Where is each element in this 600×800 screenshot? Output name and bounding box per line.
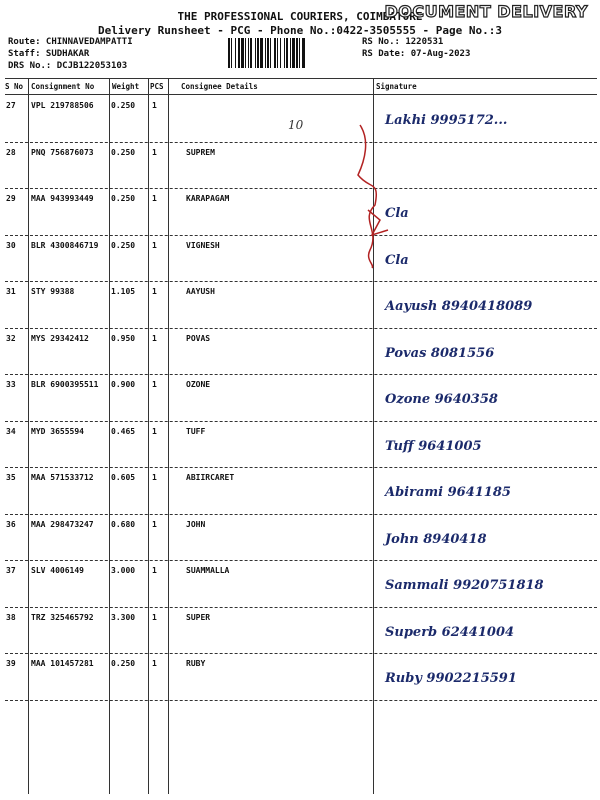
row-pcs: 1 <box>152 194 157 203</box>
row-divider <box>5 467 597 468</box>
red-ink-scribble <box>350 120 400 270</box>
row-consignee: POVAS <box>186 333 211 343</box>
drs-number: DRS No.: DCJB122053103 <box>8 61 128 71</box>
row-signature: Cla <box>385 206 409 221</box>
table-row <box>0 283 600 330</box>
row-signature: Sammali 9920751818 <box>385 578 544 593</box>
col-header-consignment: Consignment No <box>31 82 95 91</box>
row-pcs: 1 <box>152 101 157 110</box>
row-weight: 0.250 <box>111 240 136 250</box>
row-weight: 0.250 <box>111 101 136 110</box>
row-sno: 36 <box>6 519 16 529</box>
row-divider <box>5 514 597 515</box>
row-weight: 1.105 <box>111 287 136 296</box>
row-consignee: ABIIRCARET <box>186 473 235 482</box>
row-consignment-no: MAA 298473247 <box>31 519 94 529</box>
row-consignee: TUFF <box>186 426 206 436</box>
row-signature: Tuff 9641005 <box>385 438 482 454</box>
row-consignment-no: MAA 943993449 <box>31 194 94 203</box>
row-sno: 28 <box>6 147 16 157</box>
row-consignee: SUPREM <box>186 147 215 157</box>
row-sno: 31 <box>6 287 16 296</box>
row-divider <box>5 560 597 561</box>
row-consignment-no: STY 99388 <box>31 287 75 296</box>
staff-label: Staff: SUDHAKAR <box>8 49 90 59</box>
table-row <box>0 190 600 237</box>
row-pcs: 1 <box>152 287 157 296</box>
row-divider <box>5 607 597 608</box>
row-consignment-no: PNQ 756876073 <box>31 147 94 157</box>
row-divider <box>5 188 597 189</box>
row-pcs: 1 <box>152 566 157 575</box>
row-consignment-no: MAA 101457281 <box>31 659 94 668</box>
row-pcs: 1 <box>152 333 157 343</box>
table-row <box>0 609 600 656</box>
row-consignment-no: BLR 4300846719 <box>31 240 99 250</box>
page-subtitle: Delivery Runsheet - PCG - Phone No.:0422-3505555 - Page No.:3 <box>98 24 502 37</box>
row-consignment-no: MYD 3655594 <box>31 426 84 436</box>
row-weight: 3.300 <box>111 612 136 622</box>
row-signature: Ozone 9640358 <box>385 392 498 407</box>
col-header-sno: S No <box>5 82 24 91</box>
row-weight: 0.250 <box>111 147 136 157</box>
row-consignee: RUBY <box>186 659 206 668</box>
row-consignment-no: VPL 219788506 <box>31 101 94 110</box>
row-pcs: 1 <box>152 240 157 250</box>
row-signature: John 8940418 <box>385 531 487 547</box>
row-pcs: 1 <box>152 147 157 157</box>
row-consignment-no: TRZ 325465792 <box>31 612 94 622</box>
header-top-rule <box>5 78 597 79</box>
row-sno: 32 <box>6 333 16 343</box>
row-signature: Povas 8081556 <box>385 345 495 361</box>
row-signature: Aayush 8940418089 <box>385 299 533 314</box>
row-consignment-no: SLV 4006149 <box>31 566 84 575</box>
row-sno: 39 <box>6 659 16 668</box>
table-row <box>0 423 600 470</box>
row-divider <box>5 142 597 143</box>
row-sno: 34 <box>6 426 16 436</box>
row-divider <box>5 374 597 375</box>
row-pcs: 1 <box>152 473 157 482</box>
row-consignee: SUAMMALLA <box>186 566 230 575</box>
row-sno: 38 <box>6 612 16 622</box>
row-sno: 33 <box>6 380 16 389</box>
table-row <box>0 516 600 563</box>
row-signature: Cla <box>385 252 409 268</box>
row-pcs: 1 <box>152 659 157 668</box>
row-consignment-no: BLR 6900395511 <box>31 380 99 389</box>
handwritten-annotation: 10 <box>288 118 304 132</box>
row-pcs: 1 <box>152 519 157 529</box>
row-signature: Superb 62441004 <box>385 624 515 640</box>
row-weight: 0.465 <box>111 426 136 436</box>
row-weight: 0.900 <box>111 380 136 389</box>
row-divider <box>5 281 597 282</box>
table-row <box>0 237 600 284</box>
table-row <box>0 655 600 702</box>
rs-number: RS No.: 1220531 <box>362 37 444 47</box>
row-consignee: OZONE <box>186 380 211 389</box>
row-consignment-no: MAA 571533712 <box>31 473 94 482</box>
row-weight: 0.605 <box>111 473 136 482</box>
page-title: THE PROFESSIONAL COURIERS, COIMBATORE <box>177 10 423 23</box>
route-label: Route: CHINNAVEDAMPATTI <box>8 37 133 47</box>
row-weight: 0.680 <box>111 519 136 529</box>
row-consignee: AAYUSH <box>186 287 215 296</box>
row-sno: 35 <box>6 473 16 482</box>
row-sno: 30 <box>6 240 16 250</box>
row-sno: 29 <box>6 194 16 203</box>
row-signature: Ruby 9902215591 <box>385 671 517 686</box>
col-header-signature: Signature <box>376 82 417 91</box>
row-divider <box>5 328 597 329</box>
table-row <box>0 562 600 609</box>
row-consignee: KARAPAGAM <box>186 194 230 203</box>
row-divider <box>5 421 597 422</box>
row-divider <box>5 700 597 701</box>
row-consignment-no: MYS 29342412 <box>31 333 89 343</box>
table-row <box>0 469 600 516</box>
row-signature: Lakhi 9995172... <box>385 113 508 128</box>
row-pcs: 1 <box>152 612 157 622</box>
row-weight: 0.250 <box>111 659 136 668</box>
table-row <box>0 330 600 377</box>
col-header-pcs: PCS <box>150 82 164 91</box>
row-pcs: 1 <box>152 380 157 389</box>
row-consignee: JOHN <box>186 519 206 529</box>
col-header-consignee: Consignee Details <box>181 82 258 91</box>
row-signature: Abirami 9641185 <box>385 485 511 500</box>
rs-date: RS Date: 07-Aug-2023 <box>362 49 471 59</box>
table-row <box>0 144 600 191</box>
row-consignee: VIGNESH <box>186 240 220 250</box>
barcode-bar <box>305 38 306 68</box>
table-row <box>0 376 600 423</box>
row-divider <box>5 653 597 654</box>
row-pcs: 1 <box>152 426 157 436</box>
row-sno: 37 <box>6 566 16 575</box>
barcode-image <box>228 38 358 68</box>
row-divider <box>5 235 597 236</box>
row-sno: 27 <box>6 101 16 110</box>
col-header-weight: Weight <box>112 82 140 91</box>
row-weight: 3.000 <box>111 566 136 575</box>
row-weight: 0.250 <box>111 194 136 203</box>
document-delivery-stamp: DOCUMENT DELIVERY <box>384 2 588 21</box>
row-consignee: SUPER <box>186 612 211 622</box>
row-weight: 0.950 <box>111 333 136 343</box>
